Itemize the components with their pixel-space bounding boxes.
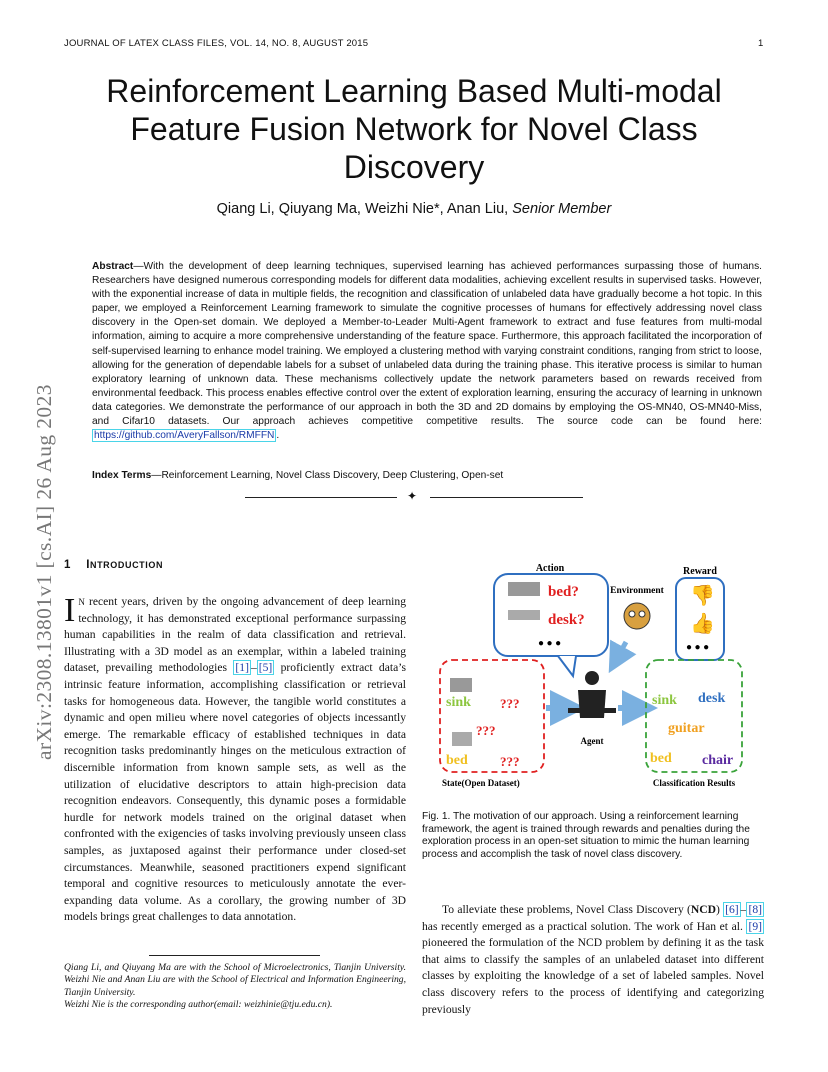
results-guitar-label: guitar (668, 721, 705, 736)
paper-title: Reinforcement Learning Based Multi-modal Feature Fusion Network for Novel Class Discovery (106, 73, 722, 185)
footnote (64, 962, 406, 1011)
agent-label: Agent (580, 736, 604, 746)
right-text-4: pioneered the formulation of the NCD problem by defining it as the task that aims to classify the samples of an unlabeled dataset into different classes by exploiting the knowledge of a set of labeled samples. Novel class discovery refers to the process of identifying and categorizing previously (422, 936, 764, 1016)
section-number: 1 (64, 559, 71, 571)
page-number: 1 (758, 38, 764, 49)
action-bed-question: bed? (548, 584, 579, 600)
agent-head (585, 671, 599, 685)
state-label: State(Open Dataset) (442, 778, 520, 788)
action-dots: ● ● ● (538, 638, 562, 649)
index-terms-label: Index Terms (92, 470, 152, 481)
arxiv-stamp-text: arXiv:2308.13801v1 [cs.AI] 26 Aug 2023 (32, 384, 56, 760)
index-terms-text: —Reinforcement Learning, Novel Class Discovery, Deep Clustering, Open-set (151, 470, 504, 481)
bed-model-icon (452, 732, 472, 746)
results-desk-label: desk (698, 691, 726, 706)
right-text-1: To alleviate these problems, Novel Class Discovery ( (442, 903, 691, 916)
environment-label: Environment (610, 586, 664, 596)
intro-first-word: N (78, 597, 85, 607)
reward-label: Reward (683, 566, 717, 577)
robot-icon (624, 603, 650, 629)
right-paragraph (422, 902, 764, 1018)
results-label: Classification Results (652, 778, 736, 788)
thumbs-down-icon: 👎 (690, 585, 715, 607)
abstract-end: . (276, 430, 280, 442)
agent-desk (568, 708, 616, 713)
action-label: Action (535, 563, 565, 574)
intro-text-2: proficiently extract data’s intrinsic feature information, accomplishing classification or retrieval tasks for homogeneous data. However, the tangible world constitutes a dynamic and open milieu where novel categories of objects incessantly emerge. The remarkable efficacy of established techniques in data recognition tasks predominantly hinges on the meticulous extraction of discernible information from known sample sets, as well as the utilization of elucidative descriptors to attain high-precision data recognition endeavors. Consequently, this dynamic poses a formidable hurdle for network models trained on the original dataset when confronted with the exigencies of tasks involving previously unseen class samples, as juxtaposed against their performance under closed-set circumstances. Meanwhile, seasoned practitioners expend significant temporal and cognitive resources to meticulously annotate the ever-expanding data volume. As a corollary, the growing number of 3D models brings great challenges to data annotation. (64, 661, 406, 924)
state-unknown-2: ??? (476, 723, 496, 738)
action-desk-question: desk? (548, 612, 585, 628)
thumbs-up-icon: 👍 (690, 613, 715, 635)
abstract-text: —With the development of deep learning techniques, supervised learning has achieved performances surpassing those of humans. Researchers have designed numerous corresponding models for different data modalities, achieving excellent results in supervised tasks. However, with the exponential increase of data in multiple fields, the recognition and classification of unlabeled data have gradually become a hot topic. In this paper, we employed a Reinforcement Learning framework to simulate the cognitive processes of humans for effectively addressing novel class discovery in the Open-set domain. We deployed a Member-to-Leader Multi-Agent framework to extract and fuse features from multi-modal information, aiming to acquire a more comprehensive understanding of the feature space. Furthermore, this approach facilitated the incorporation of self-supervised learning to enhance model training. We employed a clustering method with varying constraint conditions, ranging from strict to loose, allowing for the generation of dependable labels for a subset of unlabeled data during the training phase. This iterative process is similar to human exploratory learning of unknown data. These mechanisms collectively update the network parameters based on rewards received from environmental feedback. This process enables effective control over the extent of exploration learning, ensuring the accuracy of learning in unknown data categories. We demonstrate the performance of our approach in both the 3D and 2D domains by employing the OS-MN40, OS-MN40-Miss, and Cifar10 datasets. Our approach achieves competitive competitive results. The source code can be found here: (92, 261, 762, 428)
author-role: Senior Member (512, 201, 612, 217)
figure-caption: Fig. 1. The motivation of our approach. Using a reinforcement learning framework, the agent is trained through rewards and penalties during the exploration process in an open-set situation to mimic the human learning process and accomplish the task of novel class discovery. (422, 811, 750, 860)
bed-model-icon (508, 582, 540, 596)
robot-eye-right (639, 611, 645, 617)
agent-body (578, 690, 606, 718)
code-link[interactable]: https://github.com/AveryFallson/RMFFN (94, 430, 275, 442)
state-sink-label: sink (446, 695, 471, 710)
robot-eye-left (629, 611, 635, 617)
arxiv-stamp (16, 290, 56, 760)
citation-link[interactable]: [5] (258, 661, 273, 675)
state-unknown-3: ??? (500, 754, 520, 769)
footnote-affiliation: Qiang Li, and Qiuyang Ma are with the School of Microelectronics, Tianjin University. Weizhi Nie and Anan Liu are with the School of Electrical and Information Engineering, Tianjin University. (64, 962, 406, 998)
authors (60, 201, 768, 217)
right-text-3: has recently emerged as a practical solution. The work of Han et al. (422, 919, 747, 933)
dash: – (740, 903, 747, 916)
citation-link[interactable]: [6] (725, 903, 739, 916)
desk-model-icon (508, 610, 540, 620)
state-bed-label: bed (446, 753, 468, 768)
reward-dots: ● ● ● (686, 642, 710, 653)
dropcap: I (64, 592, 76, 629)
separator-left (245, 497, 397, 498)
journal-header: JOURNAL OF LATEX CLASS FILES, VOL. 14, NO. 8, AUGUST 2015 (64, 38, 369, 49)
author-names: Qiang Li, Qiuyang Ma, Weizhi Nie*, Anan Liu, (216, 201, 509, 217)
figure-1 (428, 560, 768, 792)
right-text-2: ) (716, 903, 724, 916)
dash: – (250, 661, 257, 675)
results-bed-label: bed (650, 751, 672, 766)
diamond-ornament: ✦ (407, 489, 418, 503)
results-chair-label: chair (702, 753, 734, 768)
abstract (92, 260, 762, 443)
figure-1-svg (428, 560, 768, 792)
results-sink-label: sink (652, 693, 677, 708)
section-title: INTRODUCTION (86, 559, 164, 571)
intro-text-1: recent years, driven by the ongoing advancement of deep learning technology, it has demonstrated exceptional performance surpassing human capabilities in the realm of data classification and retrieval. Illustrating with a 3D model as an exemplar, within a labeled training dataset, prevailing methodologies (64, 595, 406, 675)
citation-link[interactable]: [1] (235, 661, 249, 675)
state-unknown-1: ??? (500, 696, 520, 711)
separator-right (430, 497, 583, 498)
index-terms (92, 470, 762, 481)
ncd-abbrev: NCD (690, 903, 717, 916)
citation-link[interactable]: [9] (748, 919, 762, 933)
sink-model-icon (450, 678, 472, 692)
section-heading (64, 559, 163, 571)
arrow-env-to-agent (616, 642, 626, 660)
intro-paragraph (64, 594, 406, 926)
citation-link[interactable]: [8] (748, 903, 762, 916)
abstract-label: Abstract (92, 261, 134, 272)
action-bubble-tail (558, 656, 576, 676)
footnote-rule (149, 955, 320, 956)
footnote-corresponding: Weizhi Nie is the corresponding author(email: weizhinie@tju.edu.cn). (64, 998, 333, 1010)
